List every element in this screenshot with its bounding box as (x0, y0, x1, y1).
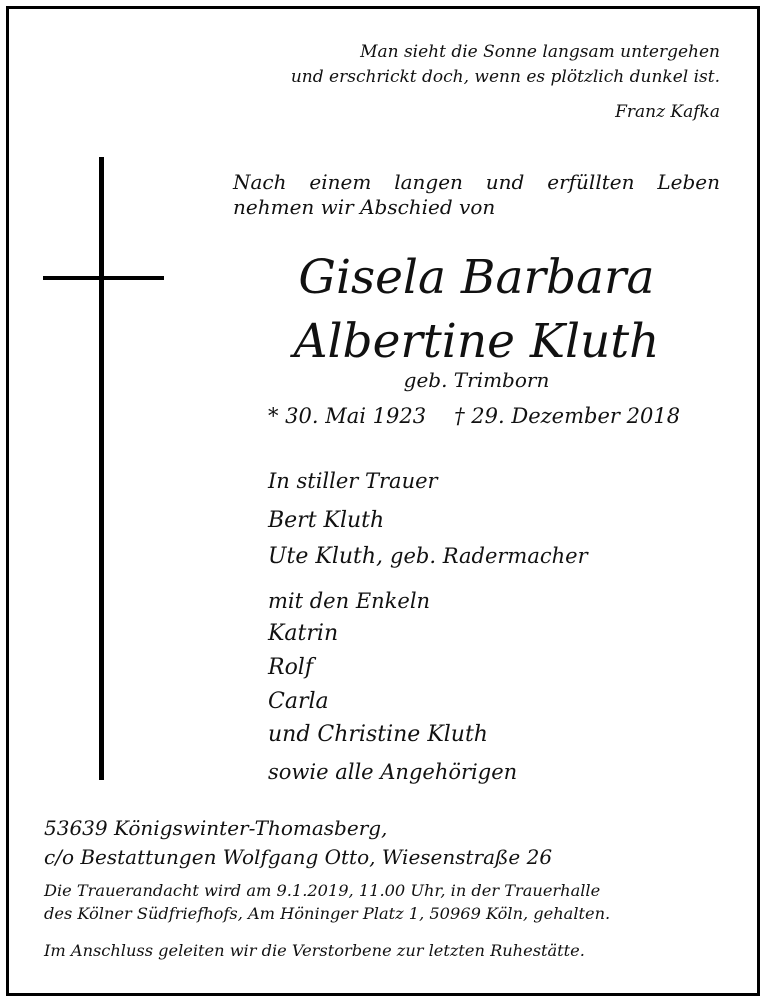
death-date: † 29. Dezember 2018 (454, 404, 681, 428)
intro-line-1: Nach einem langen und erfüllten Leben (233, 170, 720, 194)
quote-line-1: Man sieht die Sonne langsam untergehen (360, 42, 720, 62)
deceased-name-line-1: Gisela Barbara (298, 250, 655, 305)
mourner-name-ute: Ute Kluth, (268, 544, 384, 569)
service-line-1: Die Trauerandacht wird am 9.1.2019, 11.00 Uhr, in der Trauerhalle (44, 881, 601, 900)
birth-name: geb. Trimborn (403, 368, 550, 392)
life-dates (268, 404, 680, 428)
mourner-name: Bert Kluth (268, 508, 385, 533)
service-line-3: Im Anschluss geleiten wir die Verstorbene zur letzten Ruhestätte. (44, 941, 585, 960)
deceased-name (233, 246, 720, 374)
intro-text (233, 170, 720, 220)
cross-bar (43, 276, 164, 280)
grandchild-name: Katrin (268, 621, 339, 646)
quote-author: Franz Kafka (615, 102, 720, 122)
intro-line-2: nehmen wir Abschied von (233, 195, 496, 219)
mourner-birth-name: geb. Radermacher (390, 544, 588, 568)
address-line-2: c/o Bestattungen Wolfgang Otto, Wiesenstraße 26 (44, 845, 553, 869)
mourner-name (268, 544, 588, 569)
quote (291, 40, 720, 90)
deceased-name-line-2: Albertine Kluth (293, 314, 660, 369)
grandchild-name: und Christine Kluth (268, 722, 488, 747)
mourners-closing: sowie alle Angehörigen (268, 760, 518, 784)
grandchild-name: Carla (268, 689, 329, 714)
quote-line-2: und erschrickt doch, wenn es plötzlich dunkel ist. (290, 67, 720, 87)
mourning-heading: In stiller Trauer (268, 469, 438, 493)
service-line-2: des Kölner Südfriefhofs, Am Höninger Platz 1, 50969 Köln, gehalten. (44, 904, 611, 923)
birth-date: * 30. Mai 1923 (268, 404, 427, 428)
grandchild-name: Rolf (268, 655, 313, 680)
cross-icon (99, 157, 104, 780)
address-line-1: 53639 Königswinter-Thomasberg, (44, 816, 388, 840)
grandchildren-heading: mit den Enkeln (268, 589, 431, 613)
